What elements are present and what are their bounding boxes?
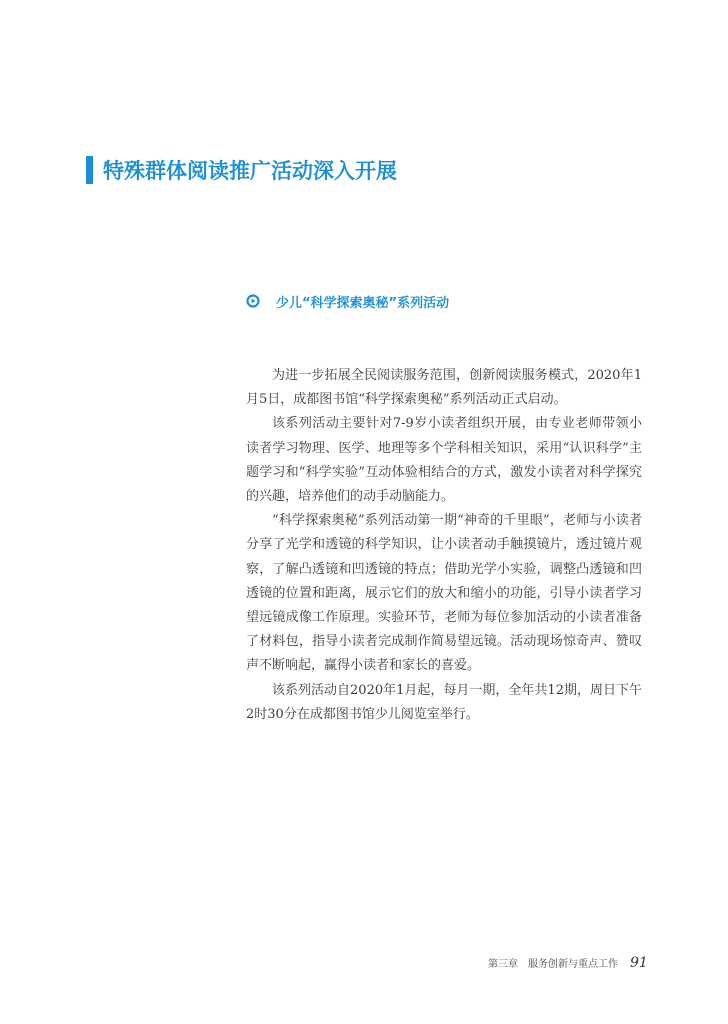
article-body <box>246 364 642 727</box>
play-circle-icon <box>246 294 260 308</box>
paragraph: “科学探索奥秘”系列活动第一期“神奇的千里眼”，老师与小读者分享了光学和透镜的科学知识，让小读者动手触摸镜片，透过镜片观察，了解凸透镜和凹透镜的特点；借助光学小实验，调整凸透镜和凹透镜的位置和距离，展示它们的放大和缩小的功能，引导小读者学习望远镜成像工作原理。实验环节，老师为每位参加活动的小读者准备了材料包，指导小读者完成制作简易望远镜。活动现场惊奇声、赞叹声不断响起，赢得小读者和家长的喜爱。 <box>246 513 642 674</box>
title-accent-bar <box>86 156 93 184</box>
page-number: 91 <box>630 955 648 971</box>
footer-section-title: 服务创新与重点工作 <box>528 959 618 970</box>
paragraph: 该系列活动自2020年1月起，每月一期，全年共12期，周日下午2时30分在成都图书馆少儿阅览室举行。 <box>246 682 642 722</box>
page-footer <box>488 955 648 975</box>
section-title: 少儿“科学探索奥秘”系列活动 <box>276 295 450 311</box>
page-title-block <box>86 154 397 186</box>
section-header <box>246 290 449 312</box>
footer-chapter: 第三章 <box>488 959 518 970</box>
paragraph: 为进一步拓展全民阅读服务范围，创新阅读服务模式，2020年1月5日，成都图书馆“科学探索奥秘”系列活动正式启动。 <box>246 368 642 408</box>
page-title: 特殊群体阅读推广活动深入开展 <box>103 159 397 183</box>
paragraph: 该系列活动主要针对7-9岁小读者组织开展，由专业老师带领小读者学习物理、医学、地理等多个学科相关知识，采用“认识科学”主题学习和“科学实验”互动体验相结合的方式，激发小读者对科学探究的兴趣，培养他们的动手动脑能力。 <box>246 416 642 505</box>
